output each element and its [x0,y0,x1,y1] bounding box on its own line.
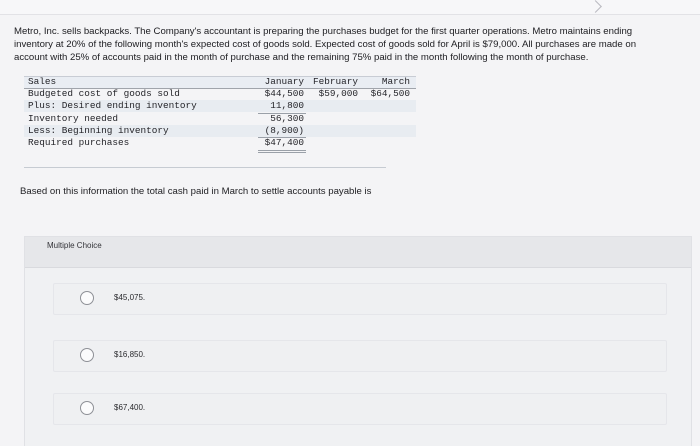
row-label: Plus: Desired ending inventory [28,100,197,112]
header-march: March [381,76,410,87]
table-row [24,113,416,125]
multiple-choice-card [24,236,692,446]
cell-march: $64,500 [370,88,410,100]
row-label: Inventory needed [28,112,119,124]
row-label: Budgeted cost of goods sold [28,88,180,100]
option-label: $16,850. [114,350,146,359]
table-header-row [24,76,416,88]
table-row [24,137,416,149]
total-rule [258,150,306,151]
answer-option-2[interactable] [53,340,667,372]
cell-january: $47,400 [264,136,304,148]
table-bottom-rule [24,167,386,168]
problem-line: Metro, Inc. sells backpacks. The Company's accountant is preparing the purchases budget for the first quarter operations. Metro maintains ending [14,26,633,37]
top-bar [0,0,700,15]
header-sales: Sales [28,76,57,87]
problem-line: account with 25% of accounts paid in the month of purchase and the remaining 75% paid in the month following the month of purchase. [14,52,589,63]
cell-january: (8,900) [264,124,304,136]
row-label: Required purchases [28,136,130,148]
cell-february: $59,000 [318,88,358,100]
row-label: Less: Beginning inventory [28,124,169,136]
problem-line: inventory at 20% of the following month's expected cost of goods sold. Expected cost of goods sold for April is $79,000. All purchases are made on [14,39,637,50]
radio-button[interactable] [80,401,94,415]
question-text: Based on this information the total cash paid in March to settle accounts payable is [20,186,372,197]
purchases-budget-table [24,76,416,149]
table-row [24,88,416,100]
header-february: February [312,76,358,87]
answer-option-1[interactable] [53,283,667,315]
option-label: $45,075. [114,293,146,302]
cell-january: $44,500 [264,88,304,100]
problem-statement [14,25,674,64]
table-row [24,125,416,137]
cell-january: 56,300 [270,112,304,124]
chevron-down-icon[interactable] [589,0,602,13]
option-label: $67,400. [114,403,146,412]
multiple-choice-header [25,237,691,268]
radio-button[interactable] [80,348,94,362]
answer-option-3[interactable] [53,393,667,425]
table-row [24,100,416,112]
multiple-choice-title: Multiple Choice [47,241,102,250]
cell-january: 11,800 [270,100,304,112]
total-rule [258,152,306,153]
radio-button[interactable] [80,291,94,305]
header-january: January [264,76,304,87]
